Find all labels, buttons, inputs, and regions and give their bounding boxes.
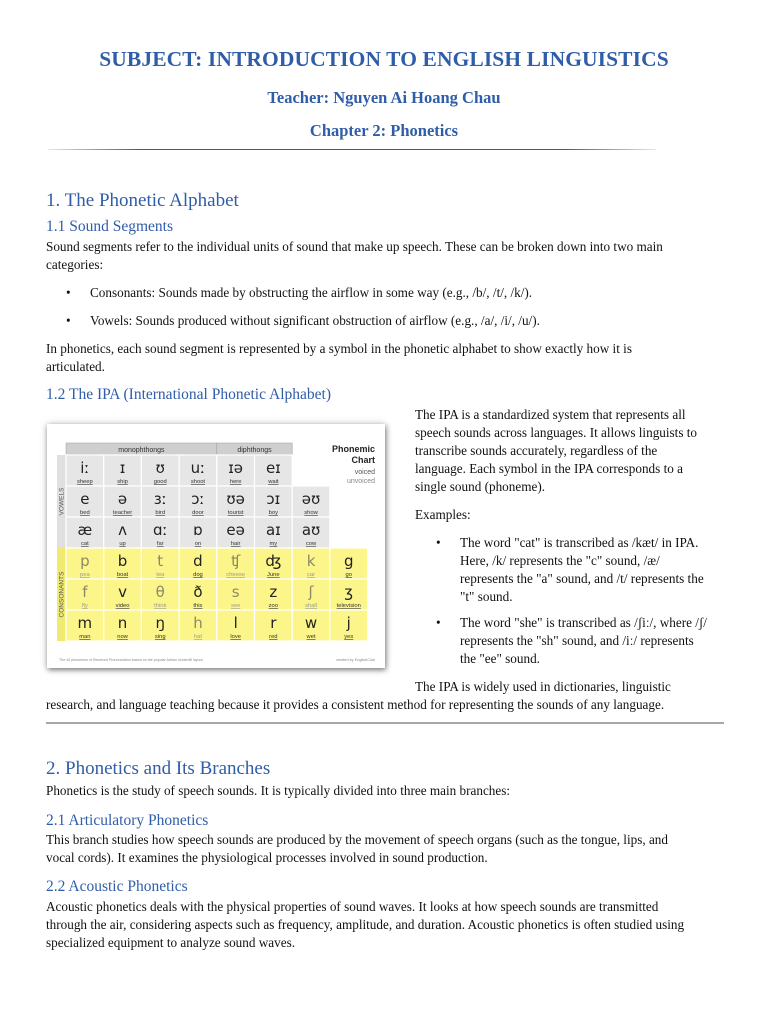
phoneme-symbol: aʊ [301,521,321,539]
phoneme-symbol: m [77,614,93,632]
vowels-label: VOWELS [58,487,66,516]
phoneme-example-word: boy [268,510,279,516]
phoneme-symbol: æ [77,521,93,539]
phoneme-symbol: b [117,552,128,570]
phoneme-example-word: now [117,634,128,640]
phoneme-symbol: aɪ [265,521,281,539]
phoneme-example-word: show [304,510,318,516]
example-line: The word "she" is transcribed as /ʃiː/, where /ʃ/ [460,615,707,630]
bullet-icon: • [436,615,441,630]
phoneme-symbol: l [233,614,238,632]
phoneme-example-word: dog [193,572,203,578]
phoneme-symbol: ð [193,583,203,601]
phoneme-symbol: ʤ [265,552,282,570]
phoneme-example-word: ship [117,479,128,485]
phoneme-symbol: əʊ [301,490,321,508]
phoneme-symbol: ʌ [118,521,127,539]
phoneme-example-word: see [230,603,241,609]
phoneme-symbol: w [304,614,318,632]
phoneme-example-word: red [269,634,278,640]
phoneme-example-word: bed [80,510,90,516]
ipa-para-line: language. Each symbol in the IPA corresponds to a [415,461,683,476]
chart-legend-voiced: voiced [354,469,375,476]
ipa-closing-line1: The IPA is widely used in dictionaries, linguistic [415,679,671,694]
example-line: represents the "a" sound, and /t/ represents the [460,571,704,586]
phoneme-symbol: ʧ [231,552,241,570]
phoneme-example-word: wait [268,479,279,485]
example-line: represents the "sh" sound, and /iː/ represents [460,633,694,648]
section2-heading: 2. Phonetics and Its Branches [46,758,271,779]
ipa-para-line: transcribe sounds accurately, regardless of the [415,443,658,458]
example-line: the "ee" sound. [460,651,540,666]
bullet-icon: • [66,313,71,328]
phoneme-example-word: tea [156,572,165,578]
consonants-label: CONSONANTS [58,571,66,618]
phoneme-symbol: ə [117,490,128,508]
example-line: Here, /k/ represents the "c" sound, /æ/ [460,553,660,568]
ipa-para-line: speech sounds across languages. It allows linguists to [415,425,698,440]
phoneme-example-word: sheep [76,479,93,485]
phoneme-symbol: uː [190,459,206,477]
section1-1-heading: 1.1 Sound Segments [46,218,174,235]
list-item-text: Consonants: Sounds made by obstructing the airflow in some way (e.g., /b/, /t/, /k/). [90,285,533,300]
phoneme-example-word: tourist [227,510,244,516]
ipa-chart-image [47,424,385,668]
phoneme-example-word: shoot [190,479,206,485]
phoneme-example-word: teacher [112,510,133,516]
section2-2-heading: 2.2 Acoustic Phonetics [46,878,188,895]
phoneme-symbol: p [80,552,90,570]
phoneme-example-word: fly [81,603,88,609]
acoustic-line1: Acoustic phonetics deals with the physical properties of sound waves. It looks at how speech sounds are transmitted [46,899,659,914]
phoneme-example-word: love [230,634,241,640]
chart-title: Phonemic [331,444,375,454]
phoneme-example-word: up [119,541,126,547]
phoneme-example-word: pea [80,572,90,578]
ipa-closing-line2: research, and language teaching because it provides a consistent method for representing the sounds of any language. [46,697,665,712]
subject-heading: SUBJECT: INTRODUCTION TO ENGLISH LINGUISTICS [99,47,669,71]
articulatory-line1: This branch studies how speech sounds are produced by the movement of speech organs (such as the tongue, lips, and [46,832,668,847]
articulatory-line2: vocal cords). It examines the physiological processes involved in sound production. [46,850,488,865]
phoneme-example-word: here [229,479,242,485]
phoneme-example-word: June [267,572,280,578]
phoneme-symbol: ɜː [153,490,167,508]
sound-segments-intro-line1: Sound segments refer to the individual units of sound that make up speech. These can be broken down into two main [46,239,663,254]
sound-segments-intro-line2: categories: [46,257,104,272]
phoneme-example-word: cheese [226,572,246,578]
phoneme-symbol: s [231,583,240,601]
phoneme-symbol: θ [155,583,165,601]
section-divider [46,722,724,724]
examples-label: Examples: [415,507,471,522]
phoneme-example-word: think [154,603,167,609]
header-divider [48,149,656,150]
phoneme-example-word: video [115,603,130,609]
phoneme-symbol: eɪ [265,459,281,477]
section1-heading: 1. The Phonetic Alphabet [46,190,239,211]
example-line: The word "cat" is transcribed as /kæt/ in IPA. [460,535,699,550]
phoneme-example-word: zoo [268,603,279,609]
phoneme-symbol: g [343,552,354,570]
phoneme-symbol: ɔɪ [266,490,281,508]
chapter-title: Chapter 2: Phonetics [309,121,459,140]
section2-intro: Phonetics is the study of speech sounds. It is typically divided into three main branches: [46,783,511,798]
phoneme-symbol: ɔː [191,490,205,508]
phoneme-symbol: ɪ [119,459,126,477]
phoneme-symbol: eə [226,521,245,539]
section2-1-heading: 2.1 Articulatory Phonetics [46,812,209,829]
phoneme-example-word: car [307,572,316,578]
phoneme-symbol: v [118,583,127,601]
phoneme-example-word: good [153,479,167,485]
phoneme-example-word: door [192,510,204,516]
phoneme-example-word: my [269,541,278,547]
phoneme-example-word: wet [306,634,316,640]
phoneme-symbol: ɪə [228,459,244,477]
section1-2-heading: 1.2 The IPA (International Phonetic Alphabet) [46,386,331,403]
phoneme-symbol: ɑː [152,521,168,539]
ipa-para-line: single sound (phoneme). [415,479,546,494]
teacher-line: Teacher: Nguyen Ai Hoang Chau [267,88,501,107]
phoneme-symbol: ʃ [308,583,314,601]
sound-segments-outro-line2: articulated. [46,359,105,374]
phoneme-symbol: ʊə [226,490,245,508]
ipa-para-line: The IPA is a standardized system that represents all [415,407,686,422]
phoneme-example-word: shall [305,603,318,609]
bullet-icon: • [436,535,441,550]
phoneme-symbol: ŋ [155,614,166,632]
acoustic-line2: through the air, considering aspects such as frequency, amplitude, and duration. Acoustic phonetics is often studied using [46,917,685,932]
phoneme-symbol: ʊ [155,459,165,477]
bullet-icon: • [66,285,71,300]
phoneme-example-word: cat [80,541,89,547]
phoneme-example-word: far [156,541,164,547]
phoneme-example-word: cow [305,541,317,547]
phoneme-symbol: f [82,583,88,601]
phoneme-example-word: go [345,572,352,578]
chart-header-mono: monophthongs [118,447,165,454]
phoneme-example-word: on [194,541,202,547]
phoneme-symbol: iː [80,459,90,477]
phoneme-symbol: t [157,552,164,570]
example-line: "t" sound. [460,589,513,604]
phoneme-symbol: n [117,614,128,632]
phoneme-symbol: j [346,614,351,632]
phoneme-example-word: sing [154,634,166,640]
sound-segments-outro-line1: In phonetics, each sound segment is represented by a symbol in the phonetic alphabet to show exactly how it is [46,341,632,356]
acoustic-line3: specialized equipment to analyze sound waves. [46,935,296,950]
phoneme-example-word: yes [344,634,354,640]
chart-footer-caption: The 44 phonemes of Received Pronunciation based on the popular Adrian Underhill layout [59,658,203,662]
phoneme-example-word: television [336,603,361,609]
phoneme-example-word: hair [230,541,241,547]
phoneme-example-word: bird [155,510,166,516]
phoneme-example-word: this [193,603,203,609]
phoneme-symbol: r [270,614,277,632]
phoneme-symbol: e [80,490,90,508]
phoneme-example-word: boat [116,572,129,578]
phoneme-symbol: ɒ [193,521,203,539]
phoneme-symbol: k [306,552,316,570]
phoneme-symbol: h [193,614,203,632]
phoneme-symbol: ʒ [344,583,354,601]
chart-footer-credit: created by EnglishClub [335,658,375,662]
chart-title: Chart [351,455,375,465]
phoneme-symbol: z [269,583,278,601]
phoneme-symbol: d [193,552,203,570]
chart-header-diph: diphthongs [237,447,272,454]
phoneme-example-word: man [79,634,91,640]
phoneme-example-word: hat [193,634,202,640]
chart-legend-unvoiced: unvoiced [346,478,375,485]
list-item-text: Vowels: Sounds produced without significant obstruction of airflow (e.g., /a/, /i/, /u/). [90,313,540,328]
